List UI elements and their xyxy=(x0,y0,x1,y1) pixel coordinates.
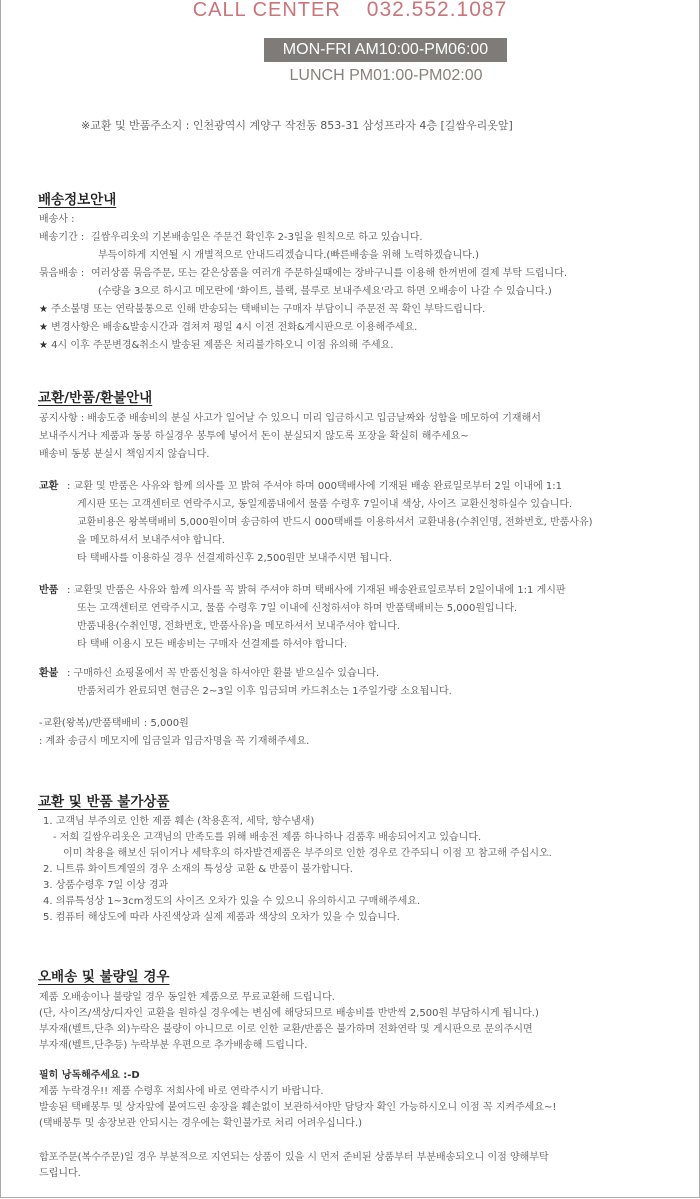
unavailable-item-2: 2. 니트류 화이트계열의 경우 소재의 특성상 교환 & 반품이 불가합니다. xyxy=(43,864,353,875)
unavailable-item-4: 4. 의류특성상 1~3cm정도의 사이즈 오차가 있을 수 있으니 유의하시고 구매해주세요. xyxy=(43,896,421,907)
must-read-heading: 필히 낭독해주세요 :-D xyxy=(39,1070,140,1081)
unavailable-item-5: 5. 컴퓨터 해상도에 따라 사진색상과 실제 제품과 색상의 오차가 있을 수 있습니다. xyxy=(43,912,400,923)
exchange-notice-3: 배송비 동봉 분실시 책임지지 않습니다. xyxy=(39,449,210,460)
exchange-section-title: 교환/반품/환불안내 xyxy=(38,390,153,406)
star-icon: ★ xyxy=(39,304,48,315)
return-line-4: 타 택배 이용시 모든 배송비는 구매자 선결제를 하셔야 합니다. xyxy=(77,639,348,650)
exchange-notice-1: 공지사항 : 배송도중 배송비의 분실 사고가 일어날 수 있으니 미리 입금하시고 입금날짜와 성함을 메모하여 기재해서 xyxy=(39,413,541,424)
courier-line: 배송사 : xyxy=(39,214,75,225)
exchange-label: 교환 xyxy=(39,481,59,492)
shipping-section-title: 배송정보안내 xyxy=(38,192,117,208)
unavailable-item-1b: 이미 착용을 해보신 뒤이거나 세탁후의 하자발견제품은 부주의로 인한 경우로 간주되니 이점 꼬 참고해 주십시오. xyxy=(63,848,552,859)
misdelivery-line-3: 부자재(벨트,단추 외)누락은 불량이 아니므로 이로 인한 교환/반품은 불가하며 전화연락 및 게시판으로 문의주시면 xyxy=(39,1024,533,1035)
notice-star-2 xyxy=(39,321,417,335)
bundle-line-1: 여러상품 묶음주문, 또는 같은상품을 여러개 주문하실때에는 장바구니를 이용해 한꺼번에 결제 부탁 드립니다. xyxy=(91,268,568,279)
business-hours: MON-FRI AM10:00-PM06:00 xyxy=(264,38,507,62)
fee-line-1: -교환(왕복)/반품택배비 : 5,000원 xyxy=(39,718,189,729)
notice-star-3-text: 4시 이후 주문변경&취소시 발송된 제품은 처리불가하오니 이점 유의해 주세요. xyxy=(51,340,394,351)
unavailable-item-1a: - 저희 길쌈우리옷은 고객님의 만족도를 위해 배송전 제품 하나하나 검품후 배송되어지고 있습니다. xyxy=(53,832,482,843)
lunch-hours: LUNCH PM01:00-PM02:00 xyxy=(289,67,483,84)
fee-line-2: : 계좌 송금시 메모지에 입금일과 입금자명을 꼭 기재해주세요. xyxy=(39,736,310,747)
period-line-2: 부득이하게 지연될 시 개별적으로 안내드리겠습니다.(빠른배송을 위해 노력하겠습니다.) xyxy=(98,250,479,261)
unavailable-item-1: 1. 고객님 부주의로 인한 제품 훼손 (착용흔적, 세탁, 향수냄새) xyxy=(43,816,315,827)
call-center-header xyxy=(1,0,699,22)
refund-label: 환불 xyxy=(39,668,59,679)
unavailable-item-3: 3. 상품수령후 7일 이상 경과 xyxy=(43,880,169,891)
refund-line-2: 반품처리가 완료되면 현금은 2~3일 이후 입금되며 카드취소는 1주일가량 소요됩니다. xyxy=(77,686,452,697)
return-line-1: : 교환및 반품은 사유와 함께 의사를 꼭 밝혀 주셔야 하며 택배사에 기재된 배송완료일로부터 2일이내에 1:1 게시판 xyxy=(67,585,566,596)
star-icon: ★ xyxy=(39,322,48,333)
notice-star-3 xyxy=(39,339,393,353)
period-label: 배송기간 : xyxy=(39,232,85,243)
misdelivery-line-2: (단, 사이즈/색상/디자인 교환을 원하실 경우에는 변심에 해당되므로 배송비를 반반씩 2,500원 부담하시게 됩니다.) xyxy=(39,1008,539,1019)
exchange-line-4: 을 메모하셔서 보내주셔야 합니다. xyxy=(77,535,225,546)
refund-line-1: : 구매하신 쇼핑몰에서 꼭 반품신청을 하셔야만 환불 받으실수 있습니다. xyxy=(67,668,380,679)
misdelivery-section-title: 오배송 및 불량일 경우 xyxy=(38,969,170,985)
period-line-1: 길쌈우리옷의 기본배송일은 주문건 확인후 2-3일을 원칙으로 하고 있습니다. xyxy=(91,232,423,243)
unavailable-section-title: 교환 및 반품 불가상품 xyxy=(38,794,170,810)
must-read-line-2: 발송된 택배봉투 및 상자앞에 붙여드린 송장을 훼손없이 보관하셔야만 담당자 확인 가능하시오니 이점 꼭 지켜주세요~! xyxy=(39,1102,557,1113)
exchange-line-5: 타 택배사를 이용하실 경우 선결제하신후 2,500원만 보내주시면 됩니다. xyxy=(77,553,392,564)
bundle-label: 묶음배송 : xyxy=(39,268,85,279)
misdelivery-line-1: 제품 오배송이나 불량일 경우 동일한 제품으로 무료교환해 드립니다. xyxy=(39,992,335,1003)
notice-star-1-text: 주소불명 또는 연락불통으로 인해 반송되는 택배비는 구매자 부담이니 주문전 꼭 확인 부탁드립니다. xyxy=(51,304,486,315)
star-icon: ★ xyxy=(39,340,48,351)
call-center-number: 032.552.1087 xyxy=(366,0,508,21)
return-address: ※교환 및 반품주소지 : 인천광역시 계양구 작전동 853-31 삼성프라자 4층 [길쌈우리옷앞] xyxy=(81,119,513,132)
notice-star-1 xyxy=(39,303,485,317)
exchange-line-1: : 교환 및 반품은 사유와 함께 의사를 꼬 밝혀 주셔야 하며 000택배사에 기재된 배송 완료일로부터 2일 이내에 1:1 xyxy=(67,481,563,492)
exchange-line-2: 게시판 또는 고객센터로 연락주시고, 동일제품내에서 물품 수령후 7일이내 색상, 사이즈 교환신청하실수 있습니다. xyxy=(77,499,573,510)
exchange-line-3: 교환비용은 왕복택배비 5,000원이며 송금하여 반드시 000택배를 이용하셔서 교환내용(수취인명, 전화번호, 반품사유) xyxy=(77,517,593,528)
combined-order-line-2: 드립니다. xyxy=(39,1168,81,1179)
exchange-notice-2: 보내주시거나 제품과 동봉 하실경우 봉투에 넣어서 돈이 분실되지 않도록 포장을 확실히 해주세요~ xyxy=(39,431,469,442)
return-label: 반품 xyxy=(39,585,59,596)
combined-order-line-1: 합포주문(복수주문)일 경우 부분적으로 지연되는 상품이 있을 시 먼저 준비된 상품부터 부분배송되오니 이점 양해부탁 xyxy=(39,1152,549,1163)
must-read-line-1: 제품 누락경우!! 제품 수령후 저희사에 바로 연락주시기 바랍니다. xyxy=(39,1086,324,1097)
must-read-line-3: (택배봉투 및 송장보관 안되시는 경우에는 확인불가로 처리 어려우십니다.) xyxy=(39,1118,363,1129)
return-line-3: 반품내용(수취인명, 전화번호, 반품사유)을 메모하셔서 보내주셔야 합니다. xyxy=(77,621,401,632)
notice-star-2-text: 변경사항은 배송&발송시간과 겹쳐져 평일 4시 이전 전화&게시판으로 이용해주세요. xyxy=(51,322,418,333)
call-center-label: CALL CENTER xyxy=(192,0,341,21)
return-line-2: 또는 고객센터로 연락주시고, 물품 수령후 7일 이내에 신청하셔야 하며 반품택배비는 5,000원입니다. xyxy=(77,603,518,614)
misdelivery-line-4: 부자재(벨트,단추등) 누락부분 우편으로 추가배송해 드립니다. xyxy=(39,1040,308,1051)
bundle-line-2: (수량을 3으로 하시고 메모란에 '화이트, 블랙, 블루로 보내주세요'라고 하면 오배송이 나갈 수 있습니다.) xyxy=(98,286,552,297)
